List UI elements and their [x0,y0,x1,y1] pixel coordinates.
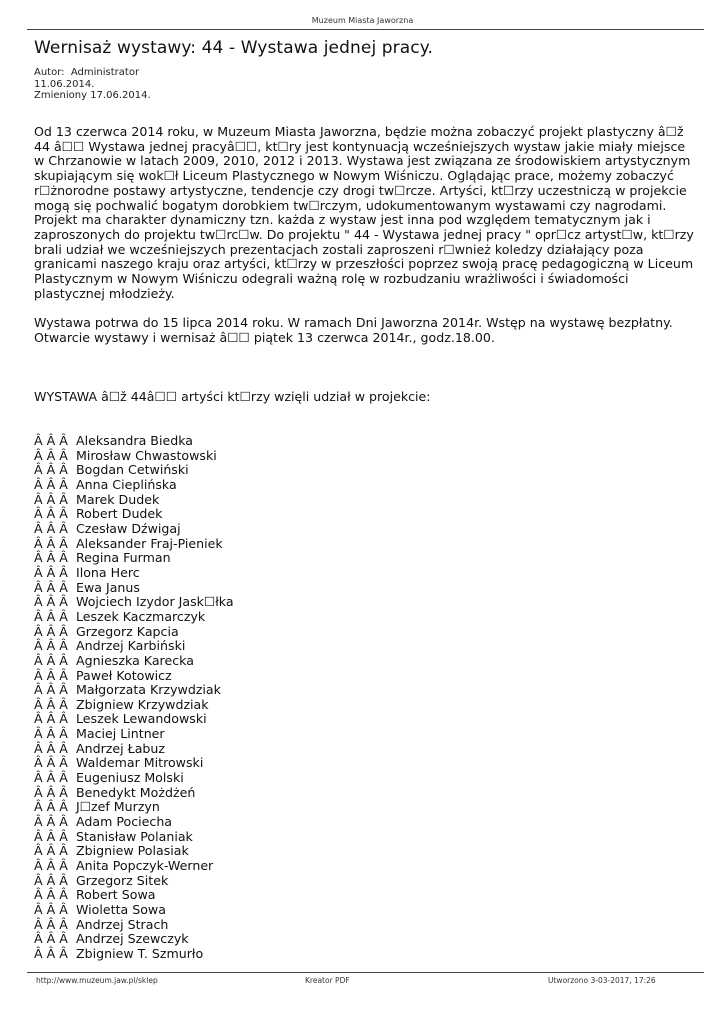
footer-divider [27,972,704,973]
artist-name: Ewa Janus [76,579,140,595]
list-bullet: Â Â Â [34,828,68,844]
list-bullet: Â Â Â [34,916,68,932]
list-bullet: Â Â Â [34,447,68,463]
artist-name: Ilona Herc [76,564,140,580]
artist-list-item [34,449,234,464]
artist-name: Andrzej Łabuz [76,740,166,756]
list-bullet: Â Â Â [34,799,68,815]
artist-name: Andrzej Strach [76,916,169,932]
artist-list-item [34,888,234,903]
artist-name: Wioletta Sowa [76,902,166,917]
artist-list-item [34,595,234,610]
artist-name: Grzegorz Kapcia [76,623,179,639]
artist-list-item [34,712,234,727]
artist-list-item [34,727,234,742]
list-bullet: Â Â Â [34,594,68,610]
artist-list-item [34,669,234,684]
artist-list-item [34,844,234,859]
artist-name: Stanisław Polaniak [76,828,193,844]
artist-name: Maciej Lintner [76,726,165,742]
artist-name: Andrzej Szewczyk [76,931,189,947]
artist-list-item [34,478,234,493]
artists-heading: WYSTAWA â☐ž 44â☐☐ artyści kt☐rzy wzięli udział w projekcie: [34,389,431,404]
artist-name: Aleksandra Biedka [76,433,193,448]
author-line: Autor: Administrator [34,67,140,78]
artist-name: Mirosław Chwastowski [76,447,217,463]
list-bullet: Â Â Â [34,711,68,727]
modified-date: Zmieniony 17.06.2014. [34,90,151,101]
article-meta [34,67,151,102]
paragraph-intro: Od 13 czerwca 2014 roku, w Muzeum Miasta Jaworzna, będzie można zobaczyć projekt plastyczny â☐ž 44 â☐☐ Wystawa jednej pracyâ☐☐, kt☐ry jest kontynuacją wcześniejszych wystaw jakie miały miejsce w Chrzanowie w latach 2009, 2010, 2012 i 2013. Wystawa jest związana ze środowiskiem artystycznym skupiającym się wok☐ł Liceum Plastycznego w Nowym Wiśniczu. Oglądając prace, możemy zobaczyć r☐żnorodne postawy artystyczne, tendencje czy drogi tw☐rcze. Artyści, kt☐rzy uczestniczą w projekcie mogą się pochwalić bogatym dorobkiem tw☐rczym, udokumentowanym wystawami czy nagrodami. [34,124,691,213]
list-bullet: Â Â Â [34,945,68,961]
artist-name: Zbigniew Krzywdziak [76,696,209,712]
list-bullet: Â Â Â [34,433,68,448]
list-bullet: Â Â Â [34,755,68,771]
artist-name: Andrzej Karbiński [76,638,186,654]
list-bullet: Â Â Â [34,638,68,654]
artist-list-item [34,756,234,771]
artist-list-item [34,463,234,478]
list-bullet: Â Â Â [34,843,68,859]
artist-list-item [34,786,234,801]
list-bullet: Â Â Â [34,784,68,800]
list-bullet: Â Â Â [34,902,68,917]
artist-name: Eugeniusz Molski [76,770,184,786]
artist-name: Marek Dudek [76,491,160,507]
list-bullet: Â Â Â [34,770,68,786]
paragraph-project: Projekt ma charakter dynamiczny tzn. każda z wystaw jest inna pod względem tematycznym jak i zaproszonych do projektu tw☐rc☐w. Do projektu " 44 - Wystawa jednej pracy " opr☐cz artyst☐w, kt☐rzy brali udział we wcześniejszych prezentacjach zostali zaproszeni r☐wnież koledzy działający poza granicami naszego kraju oraz artyści, kt☐rzy w przeszłości poprzez swoją pracę pedagogiczną w Liceum Plastycznym w Nowym Wiśniczu odegrali ważną rolę w rozbudzaniu wrażliwości i świadomości plastycznej młodzieży. [34,212,694,301]
artist-list-item [34,434,234,449]
artist-list-item [34,654,234,669]
list-bullet: Â Â Â [34,931,68,947]
list-bullet: Â Â Â [34,564,68,580]
artist-name: J☐zef Murzyn [76,799,160,815]
artist-list-item [34,698,234,713]
footer-generator: Kreator PDF [305,976,350,985]
artist-list-item [34,918,234,933]
list-bullet: Â Â Â [34,608,68,624]
list-bullet: Â Â Â [34,623,68,639]
artist-list-item [34,610,234,625]
artist-name: Robert Dudek [76,506,163,522]
artist-name: Grzegorz Sitek [76,872,169,888]
paragraph-dates: Wystawa potrwa do 15 lipca 2014 roku. W ramach Dni Jaworzna 2014r. Wstęp na wystawę bezpłatny. Otwarcie wystawy i wernisaż â☐☐ piątek 13 czerwca 2014r., godz.18.00. [34,315,673,345]
artist-name: Leszek Kaczmarczyk [76,608,206,624]
artist-list-item [34,581,234,596]
artist-list-item [34,874,234,889]
artist-list-item [34,932,234,947]
list-bullet: Â Â Â [34,858,68,874]
list-bullet: Â Â Â [34,506,68,522]
list-bullet: Â Â Â [34,872,68,888]
artist-list-item [34,537,234,552]
artist-name: Robert Sowa [76,887,156,903]
artists-list [34,434,234,962]
artist-name: Leszek Lewandowski [76,711,207,727]
page-header-site-name: Muzeum Miasta Jaworzna [311,16,414,25]
header-divider [27,29,704,30]
artist-name: Paweł Kotowicz [76,667,172,683]
list-bullet: Â Â Â [34,520,68,536]
artist-list-item [34,815,234,830]
artist-list-item [34,800,234,815]
artist-name: Zbigniew T. Szmurło [76,945,204,961]
footer-created: Utworzono 3-03-2017, 17:26 [548,976,656,985]
footer-url: http://www.muzeum.jaw.pl/sklep [36,976,158,985]
artist-list-item [34,639,234,654]
artist-list-item [34,507,234,522]
list-bullet: Â Â Â [34,579,68,595]
artist-name: Adam Pociecha [76,814,173,830]
artist-name: Małgorzata Krzywdziak [76,682,221,698]
artist-list-item [34,566,234,581]
artist-name: Waldemar Mitrowski [76,755,204,771]
artist-list-item [34,625,234,640]
list-bullet: Â Â Â [34,682,68,698]
list-bullet: Â Â Â [34,491,68,507]
artist-list-item [34,859,234,874]
artist-name: Bogdan Cetwiński [76,462,189,478]
list-bullet: Â Â Â [34,476,68,492]
artist-list-item [34,683,234,698]
list-bullet: Â Â Â [34,535,68,551]
list-bullet: Â Â Â [34,462,68,478]
list-bullet: Â Â Â [34,726,68,742]
artist-list-item [34,947,234,962]
artist-name: Benedykt Możdżeń [76,784,196,800]
artist-name: Agnieszka Karecka [76,652,194,668]
article-title: Wernisaż wystawy: 44 - Wystawa jednej pracy. [34,38,433,58]
list-bullet: Â Â Â [34,740,68,756]
artist-name: Anna Cieplińska [76,476,177,492]
list-bullet: Â Â Â [34,652,68,668]
artist-name: Czesław Dźwigaj [76,520,181,536]
artist-list-item [34,551,234,566]
artist-list-item [34,771,234,786]
artist-name: Zbigniew Polasiak [76,843,189,859]
artist-name: Aleksander Fraj-Pieniek [76,535,223,551]
artist-name: Wojciech Izydor Jask☐łka [76,594,234,610]
created-date: 11.06.2014. [34,78,95,90]
artist-list-item [34,493,234,508]
list-bullet: Â Â Â [34,550,68,566]
list-bullet: Â Â Â [34,887,68,903]
artist-list-item [34,522,234,537]
artist-list-item [34,903,234,918]
list-bullet: Â Â Â [34,696,68,712]
article-body [34,125,694,346]
list-bullet: Â Â Â [34,814,68,830]
artist-name: Anita Popczyk-Werner [76,858,214,874]
artist-list-item [34,830,234,845]
list-bullet: Â Â Â [34,667,68,683]
artist-list-item [34,742,234,757]
artist-name: Regina Furman [76,550,171,566]
